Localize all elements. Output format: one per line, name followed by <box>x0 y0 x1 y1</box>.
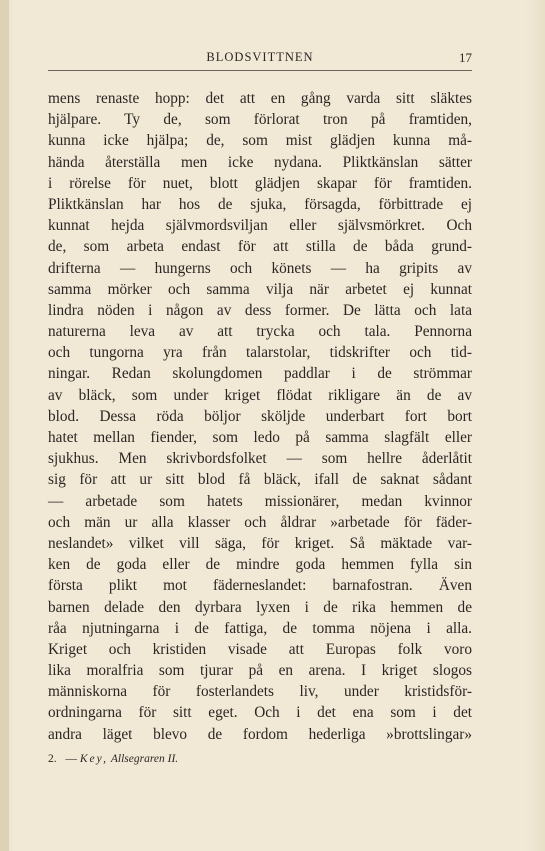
text-line: — arbetade som hatets missionärer, medan kvinnor <box>48 492 472 510</box>
footnote-dash: — <box>65 753 77 765</box>
footnote <box>48 753 472 765</box>
text-line: barnen delade den dyrbara lyxen i de rika hemmen de <box>48 598 472 616</box>
text-line: hjälpare. Ty de, som förlorat tron på framtiden, <box>48 111 472 129</box>
text-line: samma mörker och samma vilja när arbetet ej kunnat <box>48 280 472 298</box>
text-line: och tungorna yra från talarstolar, tidskrifter och tid- <box>48 344 472 362</box>
text-line: blod. Dessa röda böljor sköljde underbart fort bort <box>48 407 472 425</box>
running-title: BLODSVITTNEN <box>206 50 314 64</box>
text-line: ken de goda eller de mindre goda hemmen fylla sin <box>48 556 472 574</box>
text-line: människorna för fosterlandets liv, under kristidsför- <box>48 683 472 701</box>
text-line: ningar. Redan skolungdomen paddlar i de strömmar <box>48 365 472 383</box>
text-line: i rörelse för nuet, blott glädjen skapar för framtiden. <box>48 174 472 192</box>
footnote-title: Allsegraren II. <box>110 753 179 765</box>
body-text <box>48 88 472 745</box>
text-line: och män ur alla klasser och åldrar »arbetade för fäder- <box>48 513 472 531</box>
text-line: råa njutningarna i de fattiga, de tomma nöjena i alla. <box>48 619 472 637</box>
text-line: lindra nöden i någon av dess former. De lätta och lata <box>48 301 472 319</box>
text-line: första plikt mot fäderneslandet: barnafostran. Även <box>48 577 472 595</box>
text-line: sig för att ur sitt blod få bläck, ifall de saknat sådant <box>48 471 472 489</box>
text-line: andra läget blevo de fordom hederliga »brottslingar» <box>48 725 472 743</box>
text-line: de, som arbeta endast för att stilla de båda grund- <box>48 238 472 256</box>
text-line: Pliktkänslan har hos de sjuka, försagda, förbittrade ej <box>48 195 472 213</box>
text-line: neslandet» vilket vill säga, för kriget. Så mäktade var- <box>48 534 472 552</box>
footnote-number: 2. <box>48 753 57 765</box>
text-line: hända återställa men icke nydana. Pliktkänslan sätter <box>48 153 472 171</box>
text-line: mens renaste hopp: det att en gång varda sitt släktes <box>48 90 472 107</box>
text-line: kunnat hejda självmordsviljan eller självsmörkret. Och <box>48 217 472 235</box>
text-line: kunna icke hjälpa; de, som mist glädjen kunna må- <box>48 132 472 150</box>
text-line: av bläck, som under kriget flödat rikligare än de av <box>48 386 472 404</box>
page-header <box>48 50 472 70</box>
footnote-author: Key, <box>79 753 108 765</box>
text-line: Kriget och kristiden visade att Europas folk voro <box>48 640 472 658</box>
text-line: lika moralfria som tjurar på en arena. I kriget slogos <box>48 662 472 680</box>
page-number: 17 <box>459 50 472 65</box>
text-line: drifterna — hungerns och könets — ha gripits av <box>48 259 472 277</box>
text-line: hatet mellan fiender, som ledo på samma slagfält eller <box>48 429 472 446</box>
text-line: sjukhus. Men skrivbordsfolket — som hellre åderlåtit <box>48 450 472 468</box>
header-rule <box>48 70 472 71</box>
text-line: naturerna leva av att trycka och tala. Pennorna <box>48 323 472 341</box>
page-gutter-shadow <box>0 0 9 851</box>
text-line: ordningarna för sitt eget. Och i det ena som i det <box>48 704 472 722</box>
